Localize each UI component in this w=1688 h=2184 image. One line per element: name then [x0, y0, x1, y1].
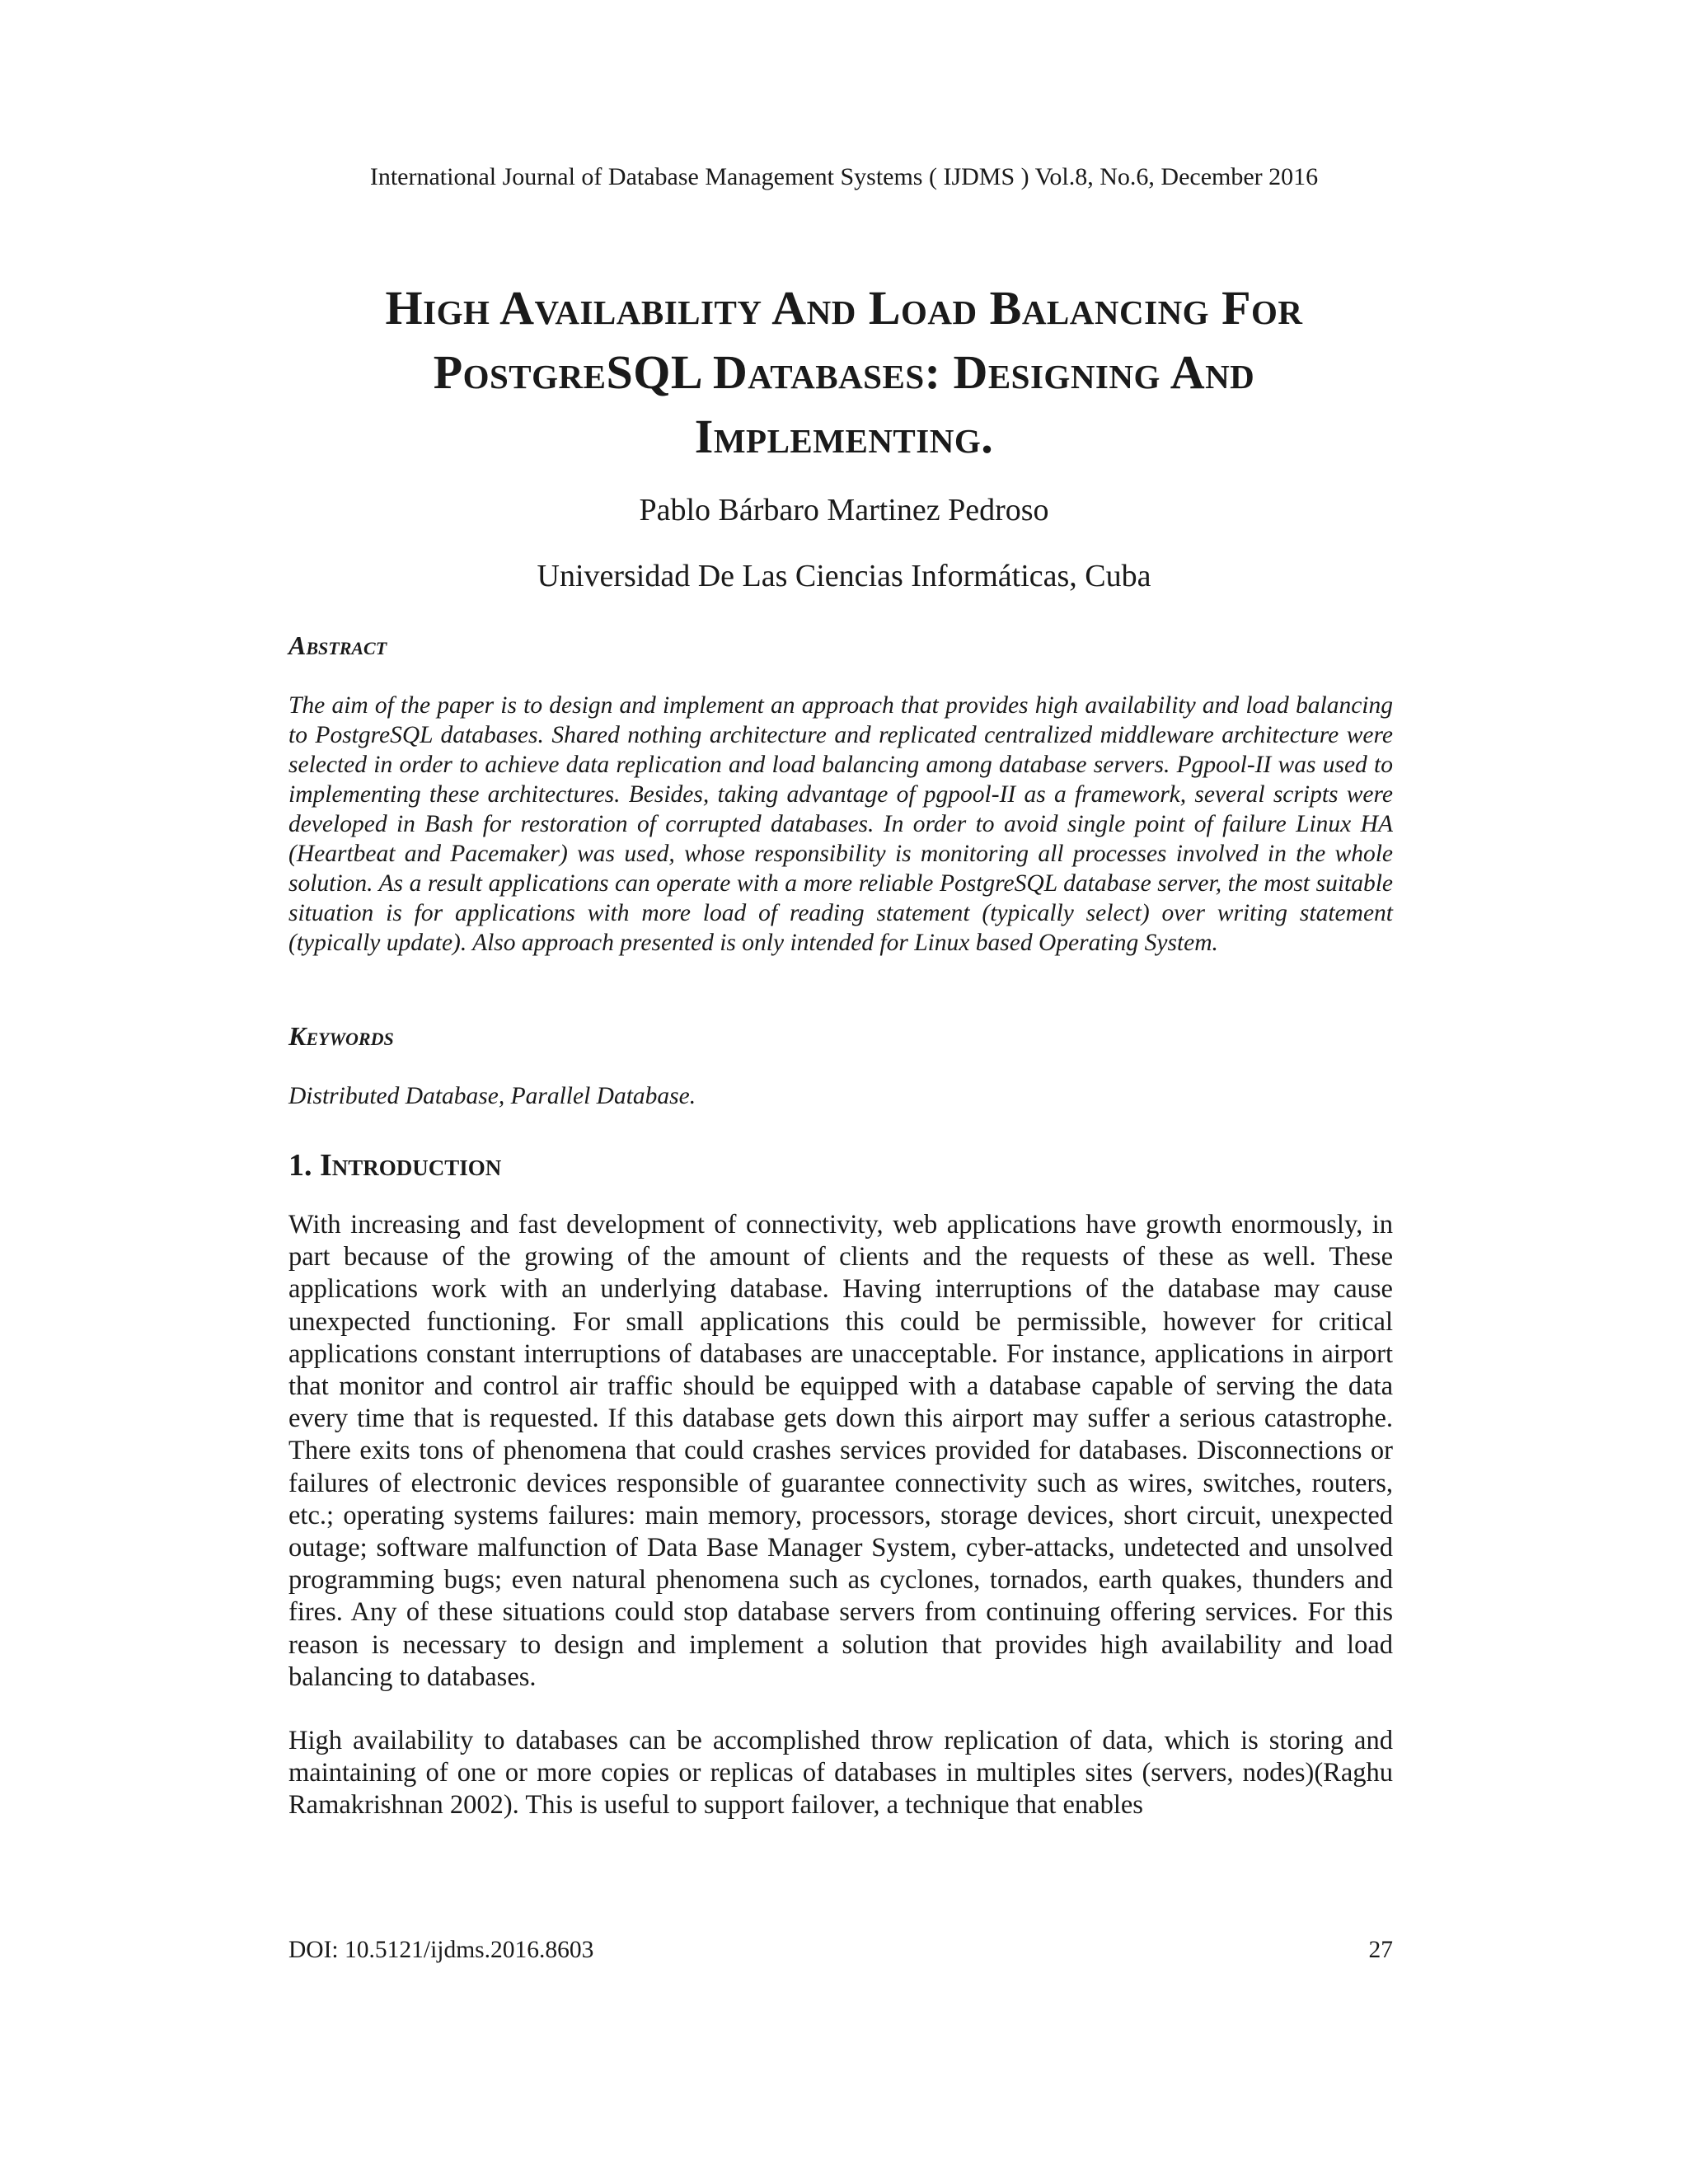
paper-title-line: Implementing. — [694, 410, 994, 463]
running-header: International Journal of Database Management Systems ( IJDMS ) Vol.8, No.6, December 2016 — [369, 163, 1319, 190]
paper-title-line: High Availability And Load Balancing For — [385, 281, 1303, 335]
paper-title-line: PostgreSQL Databases: Designing And — [433, 345, 1255, 399]
introduction-paragraph: High availability to databases can be accomplished throw replication of data, which is storing and maintaining of one or more copies or replicas of databases in multiples sites (servers, nodes)(Raghu Ramakrishnan 2002). This is useful to support failover, a technique that enables — [288, 1726, 1393, 1821]
abstract-text: The aim of the paper is to design and implement an approach that provides high availability and load balancing to PostgreSQL databases. Shared nothing architecture and replicated centralized middleware architecture were selected in order to achieve data replication and load balancing among database servers. Pgpool-II was used to implementing these architectures. Besides, taking advantage of pgpool-II as a framework, several scripts were developed in Bash for restoration of corrupted databases. In order to avoid single point of failure Linux HA (Heartbeat and Pacemaker) was used, whose responsibility is monitoring all processes involved in the whole solution. As a result applications can operate with a more reliable PostgreSQL database server, the most suitable situation is for applications with more load of reading statement (typically select) over writing statement (typically update). Also approach presented is only intended for Linux based Operating System. — [288, 692, 1393, 956]
author-name: Pablo Bárbaro Martinez Pedroso — [639, 493, 1049, 527]
abstract-heading: Abstract — [288, 630, 387, 660]
paper-title — [206, 276, 1482, 469]
introduction-heading: 1. Introduction — [288, 1148, 502, 1183]
footer-doi: DOI: 10.5121/ijdms.2016.8603 — [288, 1937, 594, 1963]
author-affiliation: Universidad De Las Ciencias Informáticas, Cuba — [537, 559, 1151, 593]
page-number: 27 — [1368, 1937, 1393, 1963]
introduction-paragraph: With increasing and fast development of connectivity, web applications have growth enormously, in part because of the growing of the amount of clients and the requests of these as well. These applications work with an underlying database. Having interruptions of the database may cause unexpected functioning. For small applications this could be permissible, however for critical applications constant interruptions of databases are unacceptable. For instance, applications in airport that monitor and control air traffic should be equipped with a database capable of serving the data every time that is requested. If this database gets down this airport may suffer a serious catastrophe. There exits tons of phenomena that could crashes services provided for databases. Disconnections or failures of electronic devices responsible of guarantee connectivity such as wires, switches, routers, etc.; operating systems failures: main memory, processors, storage devices, short circuit, unexpected outage; software malfunction of Data Base Manager System, cyber-attacks, undetected and unsolved programming bugs; even natural phenomena such as cyclones, tornados, earth quakes, thunders and fires. Any of these situations could stop database servers from continuing offering services. For this reason is necessary to design and implement a solution that provides high availability and load balancing to databases. — [288, 1210, 1393, 1692]
keywords-heading: Keywords — [288, 1021, 394, 1051]
keywords-text: Distributed Database, Parallel Database. — [288, 1083, 696, 1109]
